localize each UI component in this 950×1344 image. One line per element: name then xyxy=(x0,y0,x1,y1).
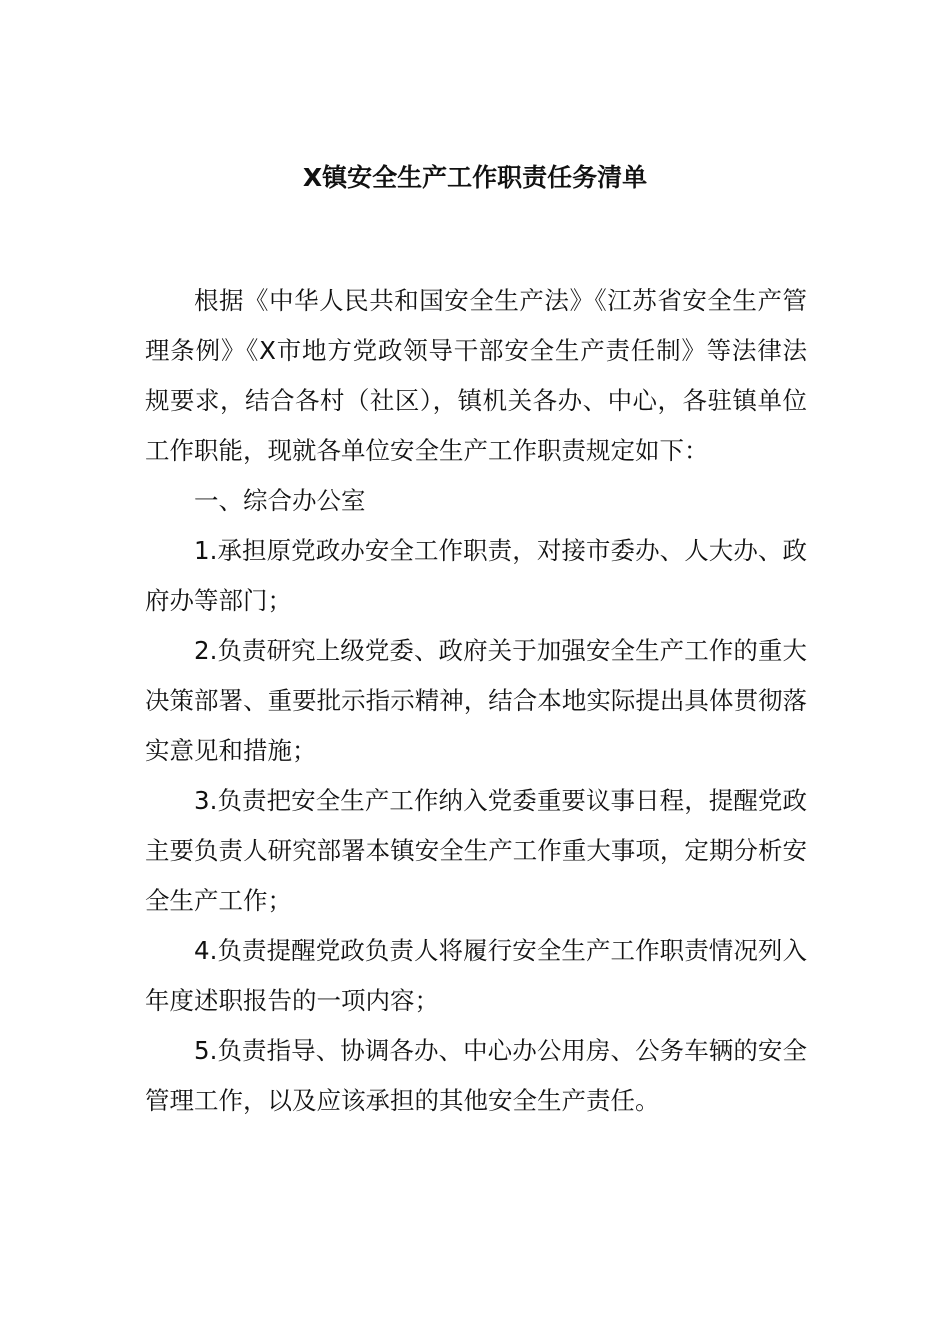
document-body xyxy=(145,276,807,1126)
duty-item-2: 2.负责研究上级党委、政府关于加强安全生产工作的重大决策部署、重要批示指示精神，结合本地实际提出具体贯彻落实意见和措施； xyxy=(145,636,807,765)
section-heading: 一、综合办公室 xyxy=(194,486,366,515)
document-title: X镇安全生产工作职责任务清单 xyxy=(302,163,648,192)
duty-item-1: 1.承担原党政办安全工作职责，对接市委办、人大办、政府办等部门； xyxy=(145,536,807,615)
duty-item-4: 4.负责提醒党政负责人将履行安全生产工作职责情况列入年度述职报告的一项内容； xyxy=(145,936,807,1015)
duty-item-3: 3.负责把安全生产工作纳入党委重要议事日程，提醒党政主要负责人研究部署本镇安全生产工作重大事项，定期分析安全生产工作； xyxy=(145,786,807,915)
intro-paragraph: 根据《中华人民共和国安全生产法》《江苏省安全生产管理条例》《X市地方党政领导干部安全生产责任制》等法律法规要求，结合各村（社区），镇机关各办、中心，各驻镇单位工作职能，现就各单位安全生产工作职责规定如下： xyxy=(145,286,807,465)
duty-item-5: 5.负责指导、协调各办、中心办公用房、公务车辆的安全管理工作，以及应该承担的其他安全生产责任。 xyxy=(145,1036,807,1115)
